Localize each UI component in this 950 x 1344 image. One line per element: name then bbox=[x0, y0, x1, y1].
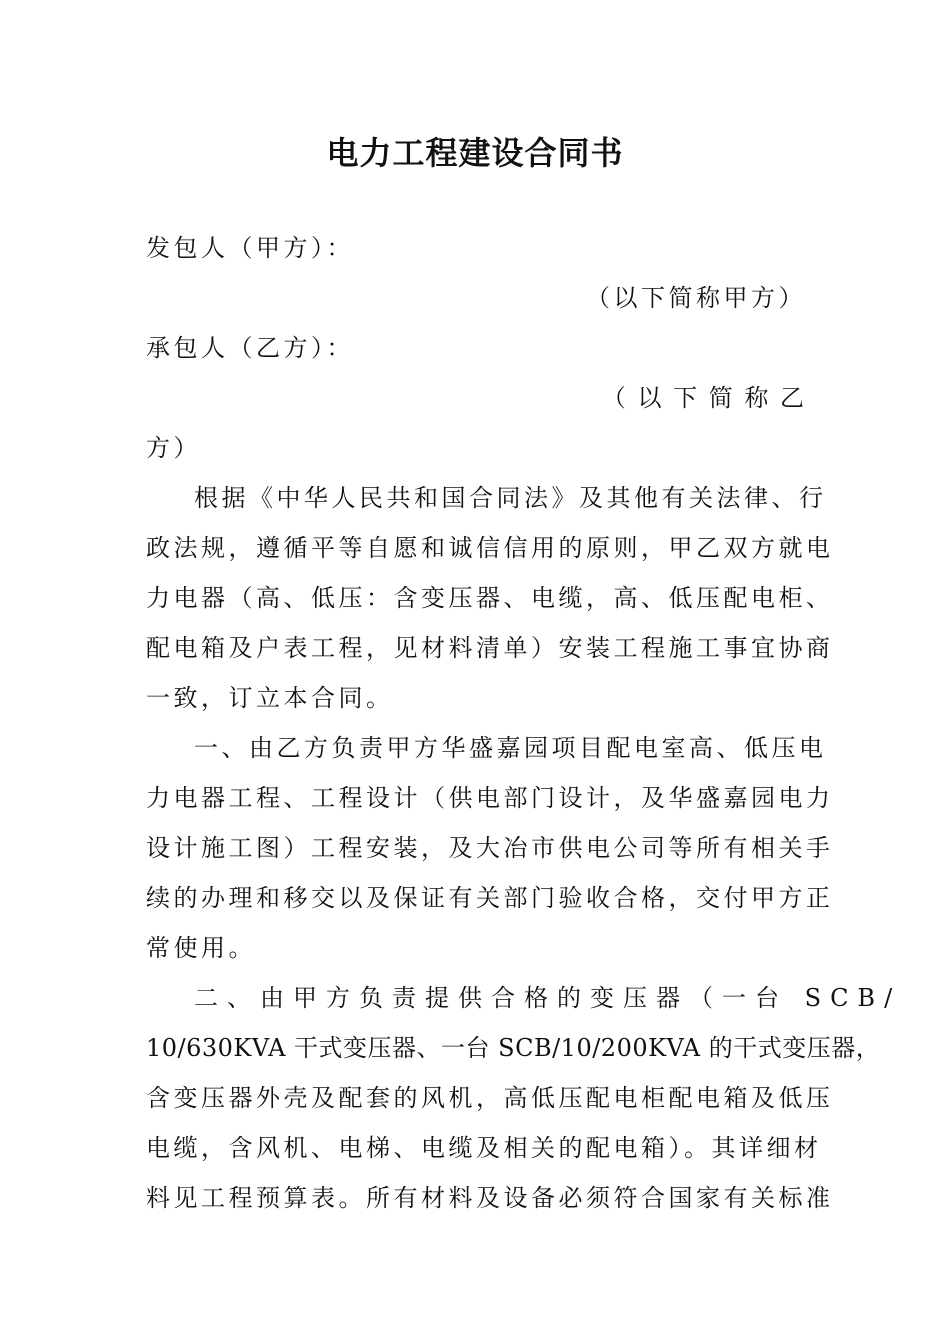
clause-2-line: 料见工程预算表。所有材料及设备必须符合国家有关标准 bbox=[146, 1184, 834, 1212]
clause-1-line: 常使用。 bbox=[146, 934, 256, 962]
clause-2-line: 含变压器外壳及配套的风机，高低压配电柜配电箱及低压 bbox=[146, 1084, 834, 1112]
clause-1-line: 续的办理和移交以及保证有关部门验收合格，交付甲方正 bbox=[146, 884, 834, 912]
clause-2-line: 二、由甲方负责提供合格的变压器（一台 SCB/ bbox=[194, 984, 902, 1012]
preamble-line: 力电器（高、低压：含变压器、电缆，高、低压配电柜、 bbox=[146, 584, 834, 612]
preamble-line: 配电箱及户表工程，见材料清单）安装工程施工事宜协商 bbox=[146, 634, 834, 662]
clause-1-line: 一、由乙方负责甲方华盛嘉园项目配电室高、低压电 bbox=[194, 734, 827, 762]
preamble-line: 一致，订立本合同。 bbox=[146, 684, 394, 712]
clause-2-line: 电缆，含风机、电梯、电缆及相关的配电箱）。其详细材 bbox=[146, 1134, 822, 1162]
preamble-line: 根据《中华人民共和国合同法》及其他有关法律、行 bbox=[194, 484, 827, 512]
page-title: 电力工程建设合同书 bbox=[326, 134, 624, 172]
party-b-note-line-1: （ 以 下 简 称 乙 bbox=[601, 384, 806, 412]
clause-1-line: 设计施工图）工程安装，及大冶市供电公司等所有相关手 bbox=[146, 834, 834, 862]
preamble-line: 政法规，遵循平等自愿和诚信信用的原则，甲乙双方就电 bbox=[146, 534, 834, 562]
clause-2-line: 10/630KVA 干式变压器、一台 SCB/10/200KVA 的干式变压器， bbox=[146, 1034, 881, 1062]
party-a-note: （以下简称甲方） bbox=[586, 284, 806, 312]
party-a-label: 发包人（甲方）： bbox=[146, 234, 354, 262]
clause-1-line: 力电器工程、工程设计（供电部门设计，及华盛嘉园电力 bbox=[146, 784, 834, 812]
party-b-note-line-2: 方） bbox=[146, 434, 201, 462]
party-b-label: 承包人（乙方）： bbox=[146, 334, 354, 362]
